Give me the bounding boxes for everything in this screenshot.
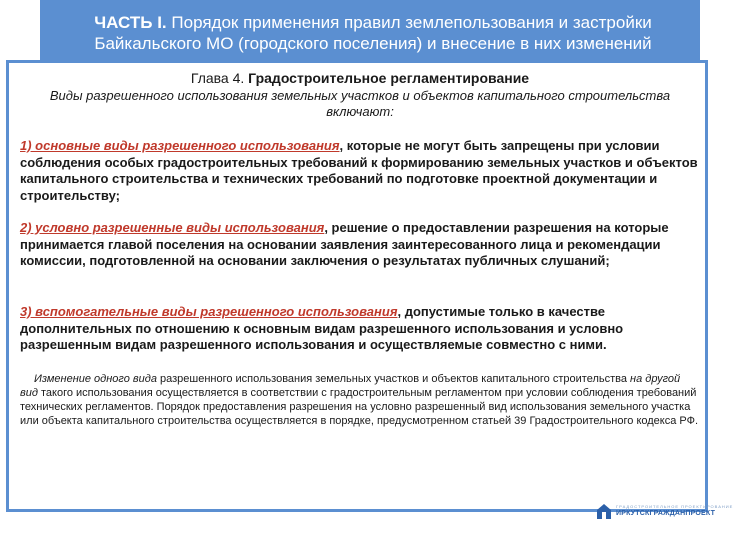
logo-name: ИРКУТСКГРАЖДАНПРОЕКТ (616, 510, 716, 517)
note-part-4: такого использования осуществляется в соответствии с градостроительным регламентом при условии соблюдения требований технических регламентов. Порядок предоставления разрешения на условно разрешенный вид использования земельного участка или объекта капитального строительства осуществляется в порядке, предусмотренном статьей 39 Градостроительного кодекса РФ. (20, 387, 699, 427)
list-item-text: , решение о предоставлении разрешения на которые принимается главой поселения на основании заявления заинтересованного лица и рекомендации комиссии, подготовленной на основании заключения о результатах публичных слушаний; (20, 220, 669, 268)
note-part-2: разрешенного использования земельных участков и объектов капитального строительства (156, 373, 631, 385)
section-subtitle: Виды разрешенного использования земельных участков и объектов капитального строительства включают: (49, 88, 671, 119)
content-panel (6, 60, 708, 512)
list-item-lead: 2) условно разрешенные виды использования (20, 220, 325, 235)
header-title-1: Порядок применения правил землепользования и застройки (166, 13, 652, 32)
panel-divider (6, 60, 708, 63)
part-label: ЧАСТЬ I. (94, 13, 167, 32)
list-item-auxiliary-uses (20, 304, 700, 354)
list-item-lead: 3) вспомогательные виды разрешенного использования (20, 304, 398, 319)
note-paragraph (20, 372, 700, 428)
list-item-conditional-uses (20, 220, 700, 270)
slide-header (40, 0, 700, 62)
chapter-title: Градостроительное регламентирование (244, 70, 530, 86)
chapter-label: Глава 4. (190, 70, 245, 86)
logo-tagline: ГРАДОСТРОИТЕЛЬНОЕ ПРОЕКТИРОВАНИЕ (616, 504, 733, 509)
chapter-heading (0, 70, 720, 87)
header-line-2: Байкальского МО (городского поселения) и внесение в них изменений (94, 34, 652, 53)
list-item-text: , которые не могут быть запрещены при условии соблюдения особых градостроительных требований к формированию земельных участков и объектов капитального строительства и технических требований по подготовке проектной документации и строительству; (20, 138, 698, 203)
header-line-1 (56, 12, 690, 33)
note-part-3: на другой вид (20, 373, 681, 399)
company-logo (596, 500, 733, 524)
list-item-main-uses (20, 138, 700, 204)
house-logo-icon (596, 502, 612, 520)
note-part-1: Изменение одного вида (34, 373, 157, 385)
list-item-lead: 1) основные виды разрешенного использования (20, 138, 340, 153)
list-item-text: , допустимые только в качестве дополнительных по отношению к основным видам разрешенного использования и условно разрешенным видам разрешенного использования и осуществляемые совместно с ними. (20, 304, 624, 352)
